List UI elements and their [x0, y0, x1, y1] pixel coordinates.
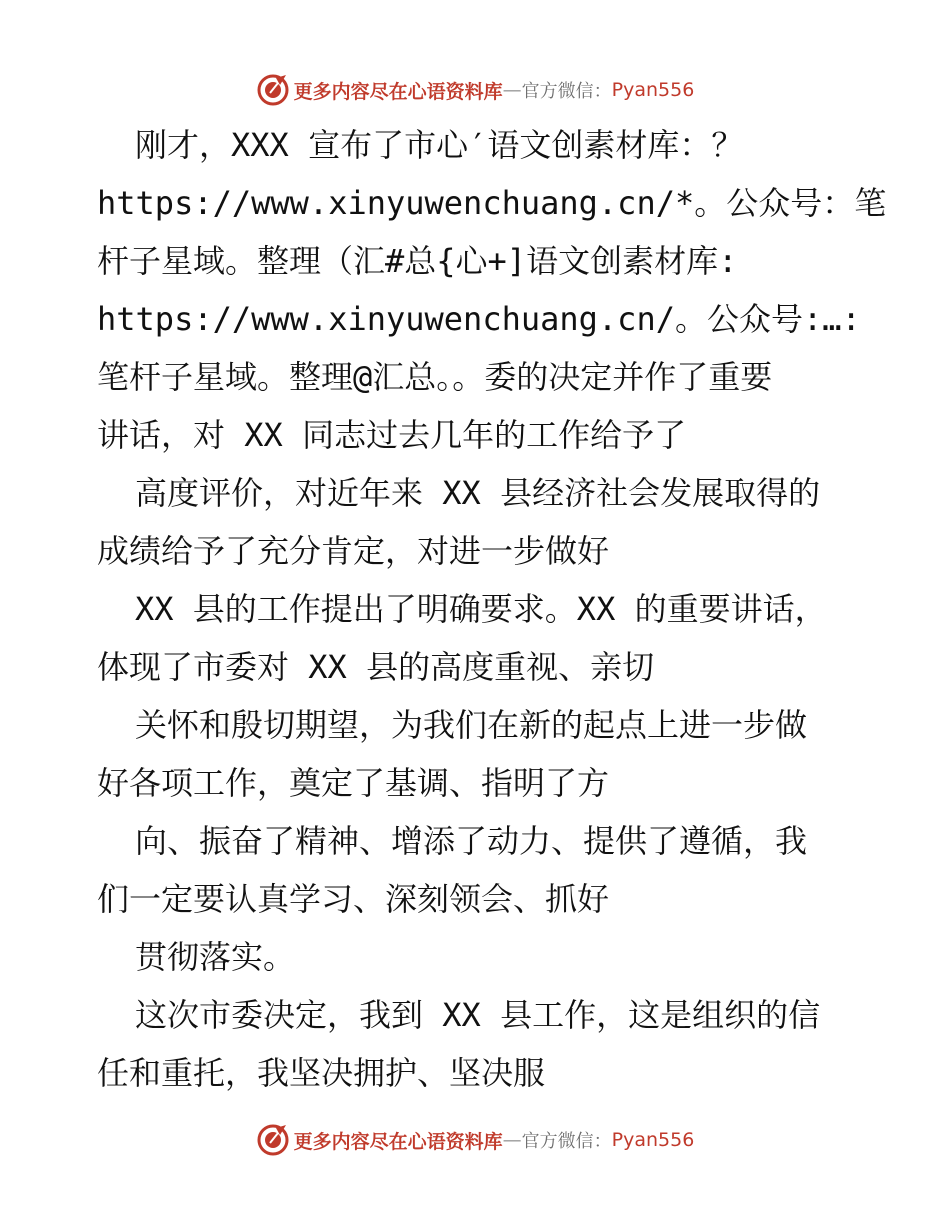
watermark-text: 更多内容尽在心语资料库: [293, 1130, 503, 1153]
quill-circle-logo-icon: [256, 73, 290, 107]
text-line: 高度评价，对近年来 XX 县经济社会发展取得的: [135, 474, 821, 512]
text-line: 贯彻落实。: [135, 938, 296, 976]
text-line: 体现了市委对 XX 县的高度重视、亲切: [97, 648, 655, 686]
text-line: 任和重托，我坚决拥护、坚决服: [97, 1054, 546, 1092]
wechat-label: 官方微信：: [521, 1131, 612, 1152]
text-line: XX 县的工作提出了明确要求。XX 的重要讲话，: [135, 590, 827, 628]
text-line: https://www.xinyuwenchuang.cn/*。公众号：笔: [97, 184, 887, 222]
watermark-banner-top: [0, 72, 950, 108]
watermark-separator: —: [502, 1129, 522, 1151]
text-line: 成绩给予了充分肯定，对进一步做好: [97, 532, 610, 570]
quill-circle-logo-icon: [256, 1123, 290, 1157]
text-line: 笔杆子星域。整理@汇总。。委的决定并作了重要: [97, 358, 773, 396]
text-line: 讲话，对 XX 同志过去几年的工作给予了: [97, 416, 687, 454]
watermark-separator: —: [502, 79, 522, 101]
wechat-id: Pyan556: [611, 79, 695, 101]
wechat-label: 官方微信：: [521, 81, 612, 102]
wechat-id: Pyan556: [611, 1129, 695, 1151]
text-line: https://www.xinyuwenchuang.cn/。公众号:…:: [97, 300, 861, 338]
text-line: 关怀和殷切期望，为我们在新的起点上进一步做: [135, 706, 808, 744]
text-line: 向、振奋了精神、增添了动力、提供了遵循，我: [135, 822, 808, 860]
text-line: 好各项工作，奠定了基调、指明了方: [97, 764, 610, 802]
watermark-text: 更多内容尽在心语资料库: [293, 80, 503, 103]
text-line: 杆子星域。整理（汇#总{心+]语文创素材库:: [97, 242, 738, 280]
text-line: 这次市委决定，我到 XX 县工作，这是组织的信: [135, 996, 821, 1034]
text-line: 们一定要认真学习、深刻领会、抓好: [97, 880, 610, 918]
text-line: 刚才，XXX 宣布了市心′语文创素材库：？: [135, 126, 744, 164]
watermark-banner-bottom: [0, 1122, 950, 1158]
